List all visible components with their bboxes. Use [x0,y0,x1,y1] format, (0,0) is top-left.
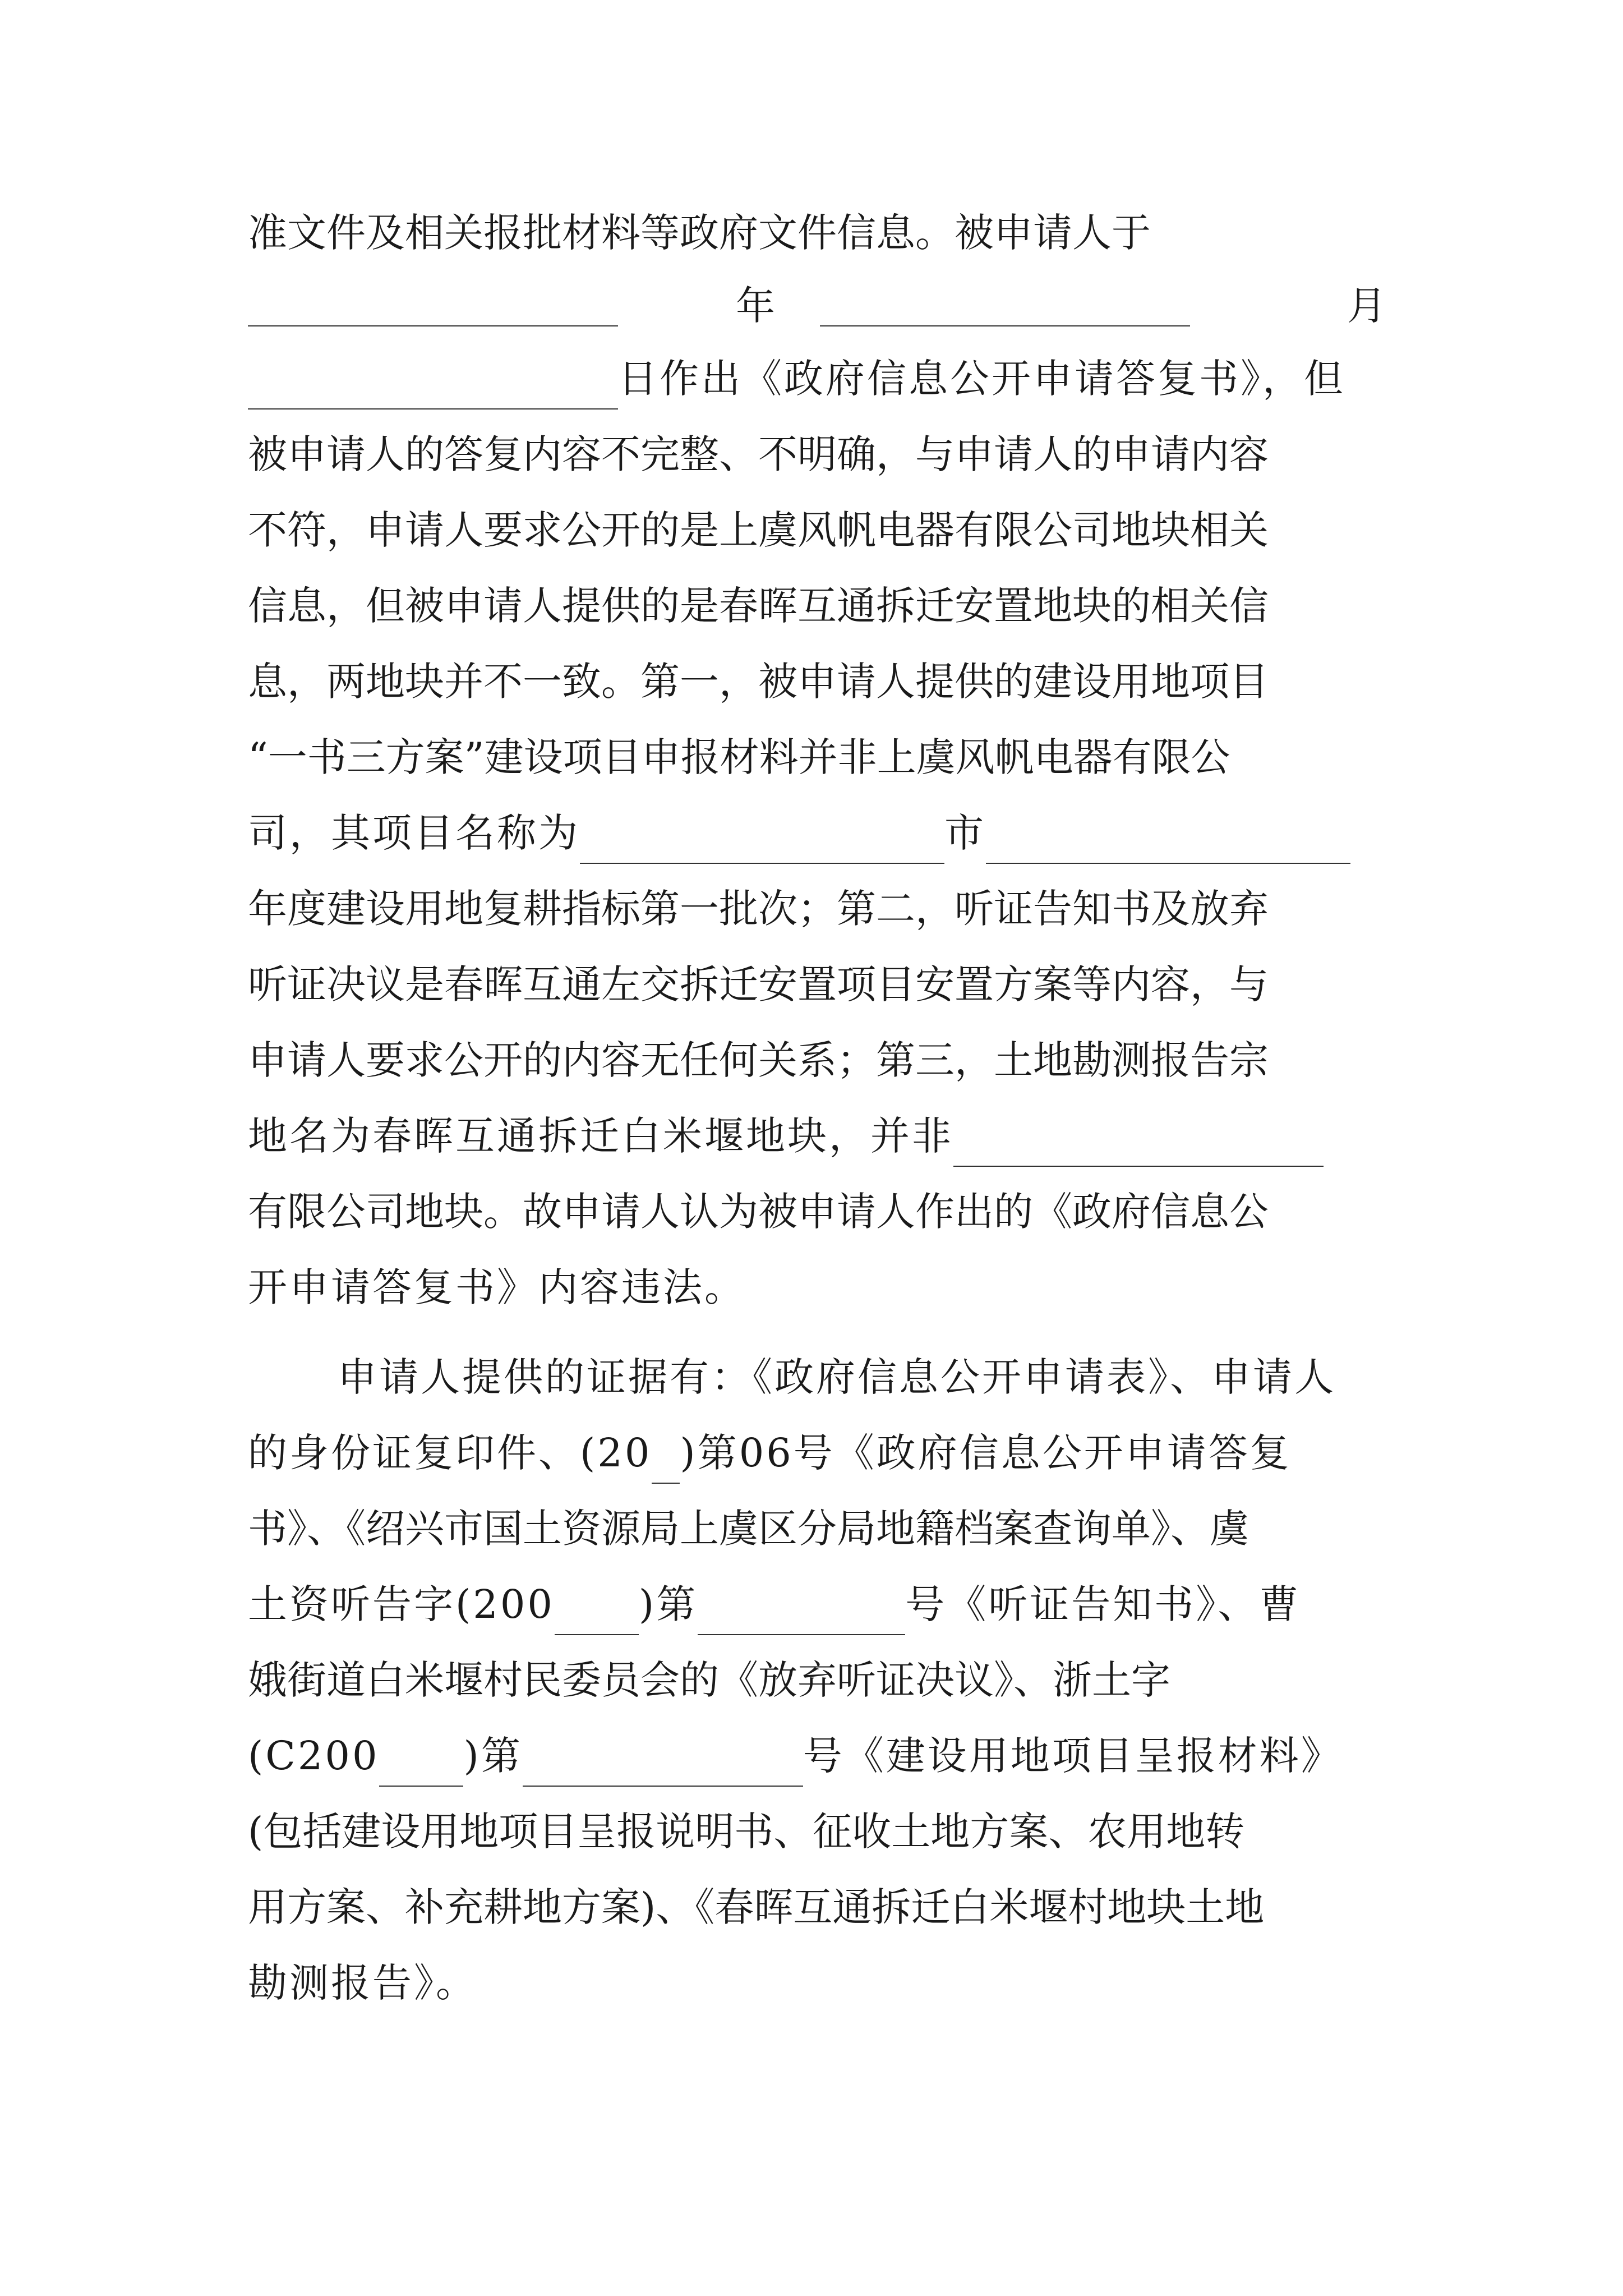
text-run: 申请人提供的证据有：《政府信息公开申请表》、申请人 [338,1354,1336,1400]
text-line-1 [248,202,1386,264]
text-line-20 [248,1649,1386,1711]
month-label: 月 [1347,283,1389,329]
text-run: 有限公司地块。故申请人认为被申请人作出的《政府信息公 [248,1189,1269,1235]
blank-notice-number[interactable] [698,1600,905,1635]
construction-material-line [248,1725,1386,1787]
text-line-4 [248,424,1386,485]
blank-c-year[interactable] [379,1752,463,1787]
text-line-14 [248,1181,1386,1243]
text-line-23 [248,1876,1386,1938]
text-run: 息，两地块并不一致。第一，被申请人提供的建设用地项目 [248,659,1269,705]
text-line-3 [248,348,1386,409]
blank-month[interactable] [820,292,1190,326]
text-run: (C200 [248,1733,380,1779]
text-run: (包括建设用地项目呈报说明书、征收土地方案、农用地转 [248,1809,1245,1855]
text-line-24 [248,1952,1386,2014]
blank-city[interactable] [986,829,1350,864]
text-run: 准文件及相关报批材料等政府文件信息。被申请人于 [248,210,1151,256]
text-run: 被申请人的答复内容不完整、不明确，与申请人的申请内容 [248,431,1269,477]
text-run: 号《听证告知书》、曹 [905,1581,1301,1627]
id-copy-line [248,1422,1386,1484]
hearing-notice-line [248,1573,1386,1635]
text-run: 申请人要求公开的内容无任何关系；第三，土地勘测报告宗 [248,1037,1269,1083]
text-line-11 [248,954,1386,1015]
text-run: 娥街道白米堰村民委员会的《放弃听证决议》、浙土字 [248,1657,1170,1703]
text-run: 年度建设用地复耕指标第一批次；第二，听证告知书及放弃 [248,886,1269,932]
text-run: )第 [638,1581,698,1627]
blank-year-suffix[interactable] [652,1449,680,1484]
text-run: 地名为春晖互通拆迁白米堰地块，并非 [248,1113,953,1159]
text-run: )第 [463,1733,523,1779]
text-line-6 [248,575,1386,637]
blank-year[interactable] [248,292,618,326]
text-line-22 [248,1801,1386,1862]
text-run: 土资听告字(200 [248,1581,555,1627]
text-line-8 [248,726,1386,788]
date-blank-line [248,275,1389,337]
blank-notice-year[interactable] [555,1600,639,1635]
text-line-10 [248,878,1386,940]
blank-day[interactable] [248,375,618,409]
project-name-line [248,802,1386,864]
text-run: 不符，申请人要求公开的是上虞风帆电器有限公司地块相关 [248,507,1269,553]
year-label: 年 [736,283,777,329]
text-run: 开申请答复书》内容违法。 [248,1264,746,1310]
text-run: )第06号《政府信息公开申请答复 [680,1430,1292,1476]
blank-project[interactable] [580,829,944,864]
text-run: 日作出《政府信息公开申请答复书》，但 [618,356,1345,402]
evidence-paragraph-start [338,1346,1386,1408]
text-run: 信息，但被申请人提供的是春晖互通拆迁安置地块的相关信 [248,583,1269,629]
text-run: 听证决议是春晖互通左交拆迁安置项目安置方案等内容，与 [248,961,1269,1007]
text-run: “一书三方案”建设项目申报材料并非上虞风帆电器有限公 [248,734,1230,780]
text-run: 号《建设用地项目呈报材料》 [803,1733,1343,1779]
text-run: 书》、《绍兴市国土资源局上虞区分局地籍档案查询单》、虞 [248,1506,1249,1552]
text-line-5 [248,499,1386,561]
text-run: 的身份证复印件、(20 [248,1430,652,1476]
text-line-7 [248,651,1386,712]
blank-c-number[interactable] [523,1752,803,1787]
text-line-15 [248,1257,1386,1318]
company-line [248,1105,1386,1167]
city-label: 市 [944,810,986,856]
text-run: 勘测报告》。 [248,1960,477,2006]
blank-company[interactable] [953,1132,1324,1167]
text-line-18 [248,1498,1386,1559]
text-run: 司，其项目名称为 [248,810,580,856]
text-run: 用方案、补充耕地方案)、《春晖互通拆迁白米堰村地块土地 [248,1884,1265,1930]
text-line-12 [248,1029,1386,1091]
